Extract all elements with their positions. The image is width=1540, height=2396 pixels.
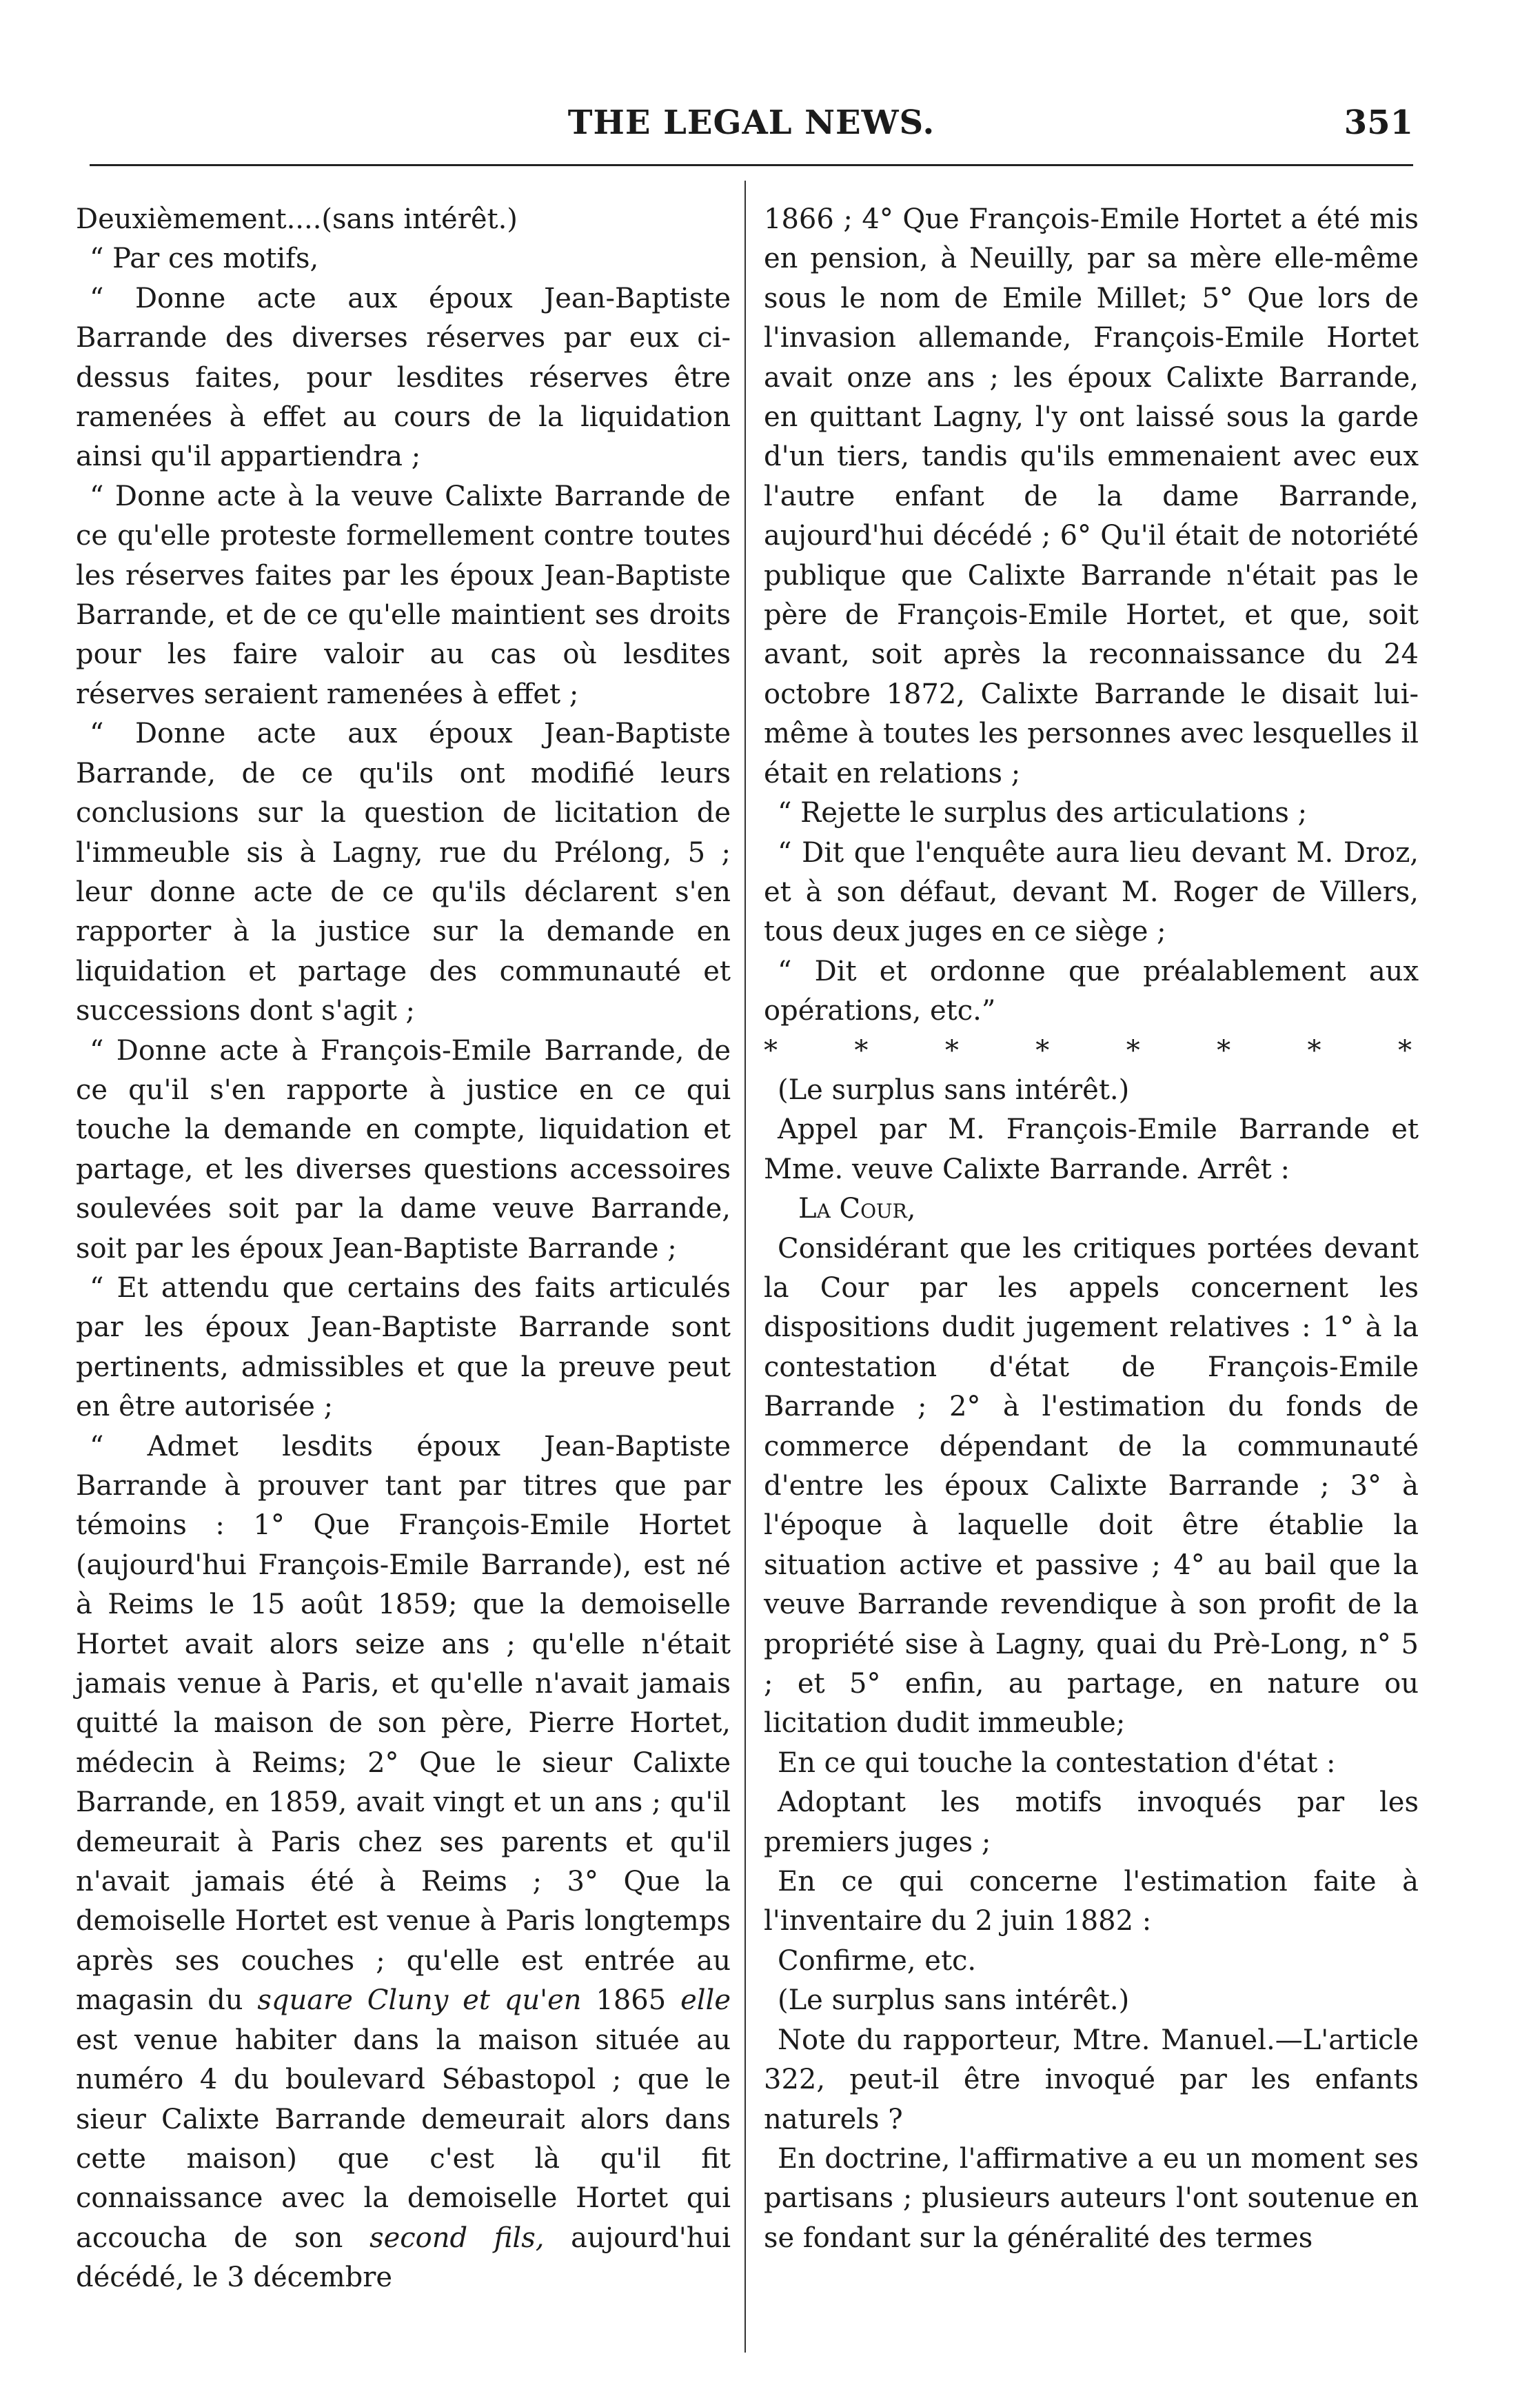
paragraph: Deuxièmement....(sans intérêt.) — [76, 203, 518, 235]
text-run: aujourd'hui décédé, le 3 décembre — [76, 2222, 731, 2294]
paragraph: En doctrine, l'affirmative a eu un moment ses partisans ; plusieurs auteurs l'ont soutenue en se fondant sur la généralité des termes — [764, 2142, 1419, 2254]
column-divider — [744, 181, 746, 2353]
left-column — [76, 200, 731, 2298]
page-header — [90, 103, 1413, 159]
paragraph: “ Et attendu que certains des faits articulés par les époux Jean-Baptiste Barrande sont pertinents, admissibles et que la preuve peut en être autorisée ; — [76, 1271, 731, 1423]
asterisk: * — [1217, 1034, 1231, 1067]
italic-run: second fils, — [369, 2222, 545, 2254]
paragraph: Confirme, etc. — [778, 1944, 977, 1977]
paragraph: “ Donne acte à François-Emile Barrande, de ce qu'il s'en rapporte à justice en ce qui touche la demande en compte, liquidation et partage, et les diverses questions accessoires soulevées soit par la dame veuve Barrande, soit par les époux Jean-Baptiste Barrande ; — [76, 1034, 731, 1265]
paragraph: “ Dit et ordonne que préalablement aux opérations, etc.” — [764, 955, 1419, 1027]
text-run: est venue habiter dans la maison située au numéro 4 du boulevard Sébastopol ; que le sieur Calixte Barrande demeurait alors dans cette maison) que c'est là qu'il fit connaissance avec la demoiselle Hortet qui accoucha de son — [76, 2024, 731, 2254]
running-title: THE LEGAL NEWS. — [567, 103, 935, 142]
text-run: “ Admet lesdits époux Jean-Baptiste Barrande à prouver tant par titres que par témoins : 1° Que François-Emile Hortet (aujourd'hui François-Emile Barrande), est né à Reims le 15 août 1859; que la demoiselle Hortet avait alors seize ans ; qu'elle n'était jamais venue à Paris, et qu'elle n'avait jamais quitté la maison de son père, Pierre Hortet, médecin à Reims; 2° Que le sieur Calixte Barrande, en 1859, avait vingt et un ans ; qu'il demeurait à Paris chez ses parents et qu'il n'avait jamais été à Reims ; 3° Que la demoiselle Hortet est venue à Paris longtemps après ses couches ; qu'elle est entrée au magasin du — [76, 1430, 731, 2017]
header-rule — [90, 164, 1413, 166]
paragraph: “ Donne acte aux époux Jean-Baptiste Barrande des diverses réserves par eux ci-dessus faites, pour lesdites réserves être ramenées à effet au cours de la liquidation ainsi qu'il appartiendra ; — [76, 282, 731, 473]
paragraph: En ce qui touche la contestation d'état : — [778, 1746, 1336, 1779]
right-column — [764, 200, 1419, 2258]
asterisk-separator — [764, 1031, 1419, 1071]
paragraph: Adoptant les motifs invoqués par les premiers juges ; — [764, 1786, 1419, 1858]
paragraph: “ Dit que l'enquête aura lieu devant M. Droz, et à son défaut, devant M. Roger de Villers, tous deux juges en ce siège ; — [764, 836, 1419, 948]
paragraph: (Le surplus sans intérêt.) — [778, 1984, 1130, 2017]
asterisk: * — [1035, 1034, 1050, 1067]
asterisk: * — [1397, 1034, 1412, 1067]
paragraph: “ Donne acte aux époux Jean-Baptiste Barrande, de ce qu'ils ont modifié leurs conclusions sur la question de licitation de l'immeuble sis à Lagny, rue du Prélong, 5 ; leur donne acte de ce qu'ils déclarent s'en rapporter à la justice sur la demande en liquidation et partage des communauté et successions dont s'agit ; — [76, 718, 731, 1027]
paragraph: Note du rapporteur, Mtre. Manuel.—L'article 322, peut-il être invoqué par les enfants naturels ? — [764, 2024, 1419, 2135]
italic-run: square Cluny et qu'en — [257, 1984, 582, 2017]
court-heading: La Cour, — [798, 1193, 916, 1225]
paragraph: “ Par ces motifs, — [90, 243, 319, 275]
asterisk: * — [1126, 1034, 1140, 1067]
page-number: 351 — [1344, 103, 1413, 142]
paragraph — [76, 1427, 731, 2298]
asterisk: * — [854, 1034, 869, 1067]
asterisk: * — [764, 1034, 778, 1067]
paragraph: (Le surplus sans intérêt.) — [778, 1074, 1130, 1106]
asterisk: * — [944, 1034, 959, 1067]
paragraph: Considérant que les critiques portées devant la Cour par les appels concernent les dispositions dudit jugement relatives : 1° à la contestation d'état de François-Emile Barrande ; 2° à l'estimation du fonds de commerce dépendant de la communauté d'entre les époux Calixte Barrande ; 3° à l'époque à laquelle doit être établie la situation active et passive ; 4° au bail que la veuve Barrande revendique à son profit de la propriété sise à Lagny, quai du Prè-Long, n° 5 ; et 5° enfin, au partage, en nature ou licitation dudit immeuble; — [764, 1232, 1419, 1740]
paragraph: En ce qui concerne l'estimation faite à l'inventaire du 2 juin 1882 : — [764, 1866, 1419, 1937]
paragraph: “ Donne acte à la veuve Calixte Barrande de ce qu'elle proteste formellement contre toutes les réserves faites par les époux Jean-Baptiste Barrande, et de ce qu'elle maintient ses droits pour les faire valoir au cas où lesdites réserves seraient ramenées à effet ; — [76, 480, 731, 710]
text-run: 1865 — [596, 1984, 667, 2017]
paragraph: Appel par M. François-Emile Barrande et Mme. veuve Calixte Barrande. Arrêt : — [764, 1114, 1419, 1185]
italic-run: elle — [680, 1984, 731, 2017]
paragraph: 1866 ; 4° Que François-Emile Hortet a été mis en pension, à Neuilly, par sa mère elle-même sous le nom de Emile Millet; 5° Que lors de l'invasion allemande, François-Emile Hortet avait onze ans ; les époux Calixte Barrande, en quittant Lagny, l'y ont laissé sous la garde d'un tiers, tandis qu'ils emmenaient avec eux l'autre enfant de la dame Barrande, aujourd'hui décédé ; 6° Qu'il était de notoriété publique que Calixte Barrande n'était pas le père de François-Emile Hortet, et que, soit avant, soit après la reconnaissance du 24 octobre 1872, Calixte Barrande le disait lui-même à toutes les personnes avec lesquelles il était en relations ; — [764, 203, 1419, 789]
asterisk: * — [1307, 1034, 1321, 1067]
paragraph: “ Rejette le surplus des articulations ; — [778, 797, 1308, 829]
